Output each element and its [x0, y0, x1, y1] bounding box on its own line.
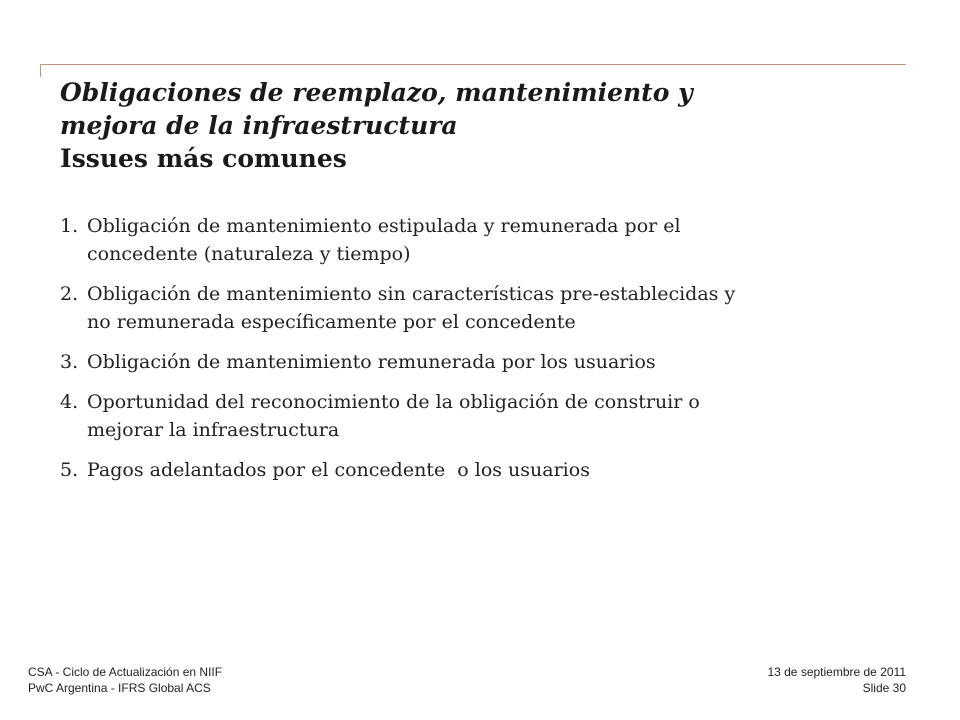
footer-date: 13 de septiembre de 2011: [767, 665, 906, 679]
slide-title-line-2: mejora de la infraestructura: [60, 111, 458, 140]
footer-right: [767, 664, 906, 696]
footer-left: [28, 664, 222, 696]
top-rule-line: [40, 64, 906, 65]
slide-subtitle: Issues más comunes: [60, 144, 347, 173]
list-item-text: Obligación de mantenimiento sin características pre-establecidas y no remunerada específicamente por el concedente: [87, 283, 736, 333]
list-item: [60, 212, 900, 268]
top-rule-corner: [40, 64, 41, 77]
list-item: [60, 388, 900, 444]
footer-course-name: CSA - Ciclo de Actualización en NIIF: [28, 665, 223, 679]
footer-slide-number: Slide 30: [862, 681, 906, 695]
list-item-number: 1.: [60, 215, 79, 237]
list-item-text: Obligación de mantenimiento estipulada y remunerada por el concedente (naturaleza y tiempo): [87, 215, 681, 265]
slide-title-line-1: Obligaciones de reemplazo, mantenimiento y: [60, 78, 693, 107]
list-item: [60, 280, 900, 336]
list-item-text: Obligación de mantenimiento remunerada por los usuarios: [87, 351, 656, 373]
slide-title-block: [60, 76, 900, 175]
footer-organization: PwC Argentina - IFRS Global ACS: [28, 681, 211, 695]
list-item-number: 2.: [60, 283, 79, 305]
list-item-number: 4.: [60, 391, 79, 413]
list-item-text: Pagos adelantados por el concedente o los usuarios: [87, 459, 590, 481]
list-item: [60, 456, 900, 484]
issues-list: [60, 212, 900, 496]
list-item: [60, 348, 900, 376]
list-item-text: Oportunidad del reconocimiento de la obligación de construir o mejorar la infraestructura: [87, 391, 700, 441]
list-item-number: 3.: [60, 351, 79, 373]
list-item-number: 5.: [60, 459, 79, 481]
